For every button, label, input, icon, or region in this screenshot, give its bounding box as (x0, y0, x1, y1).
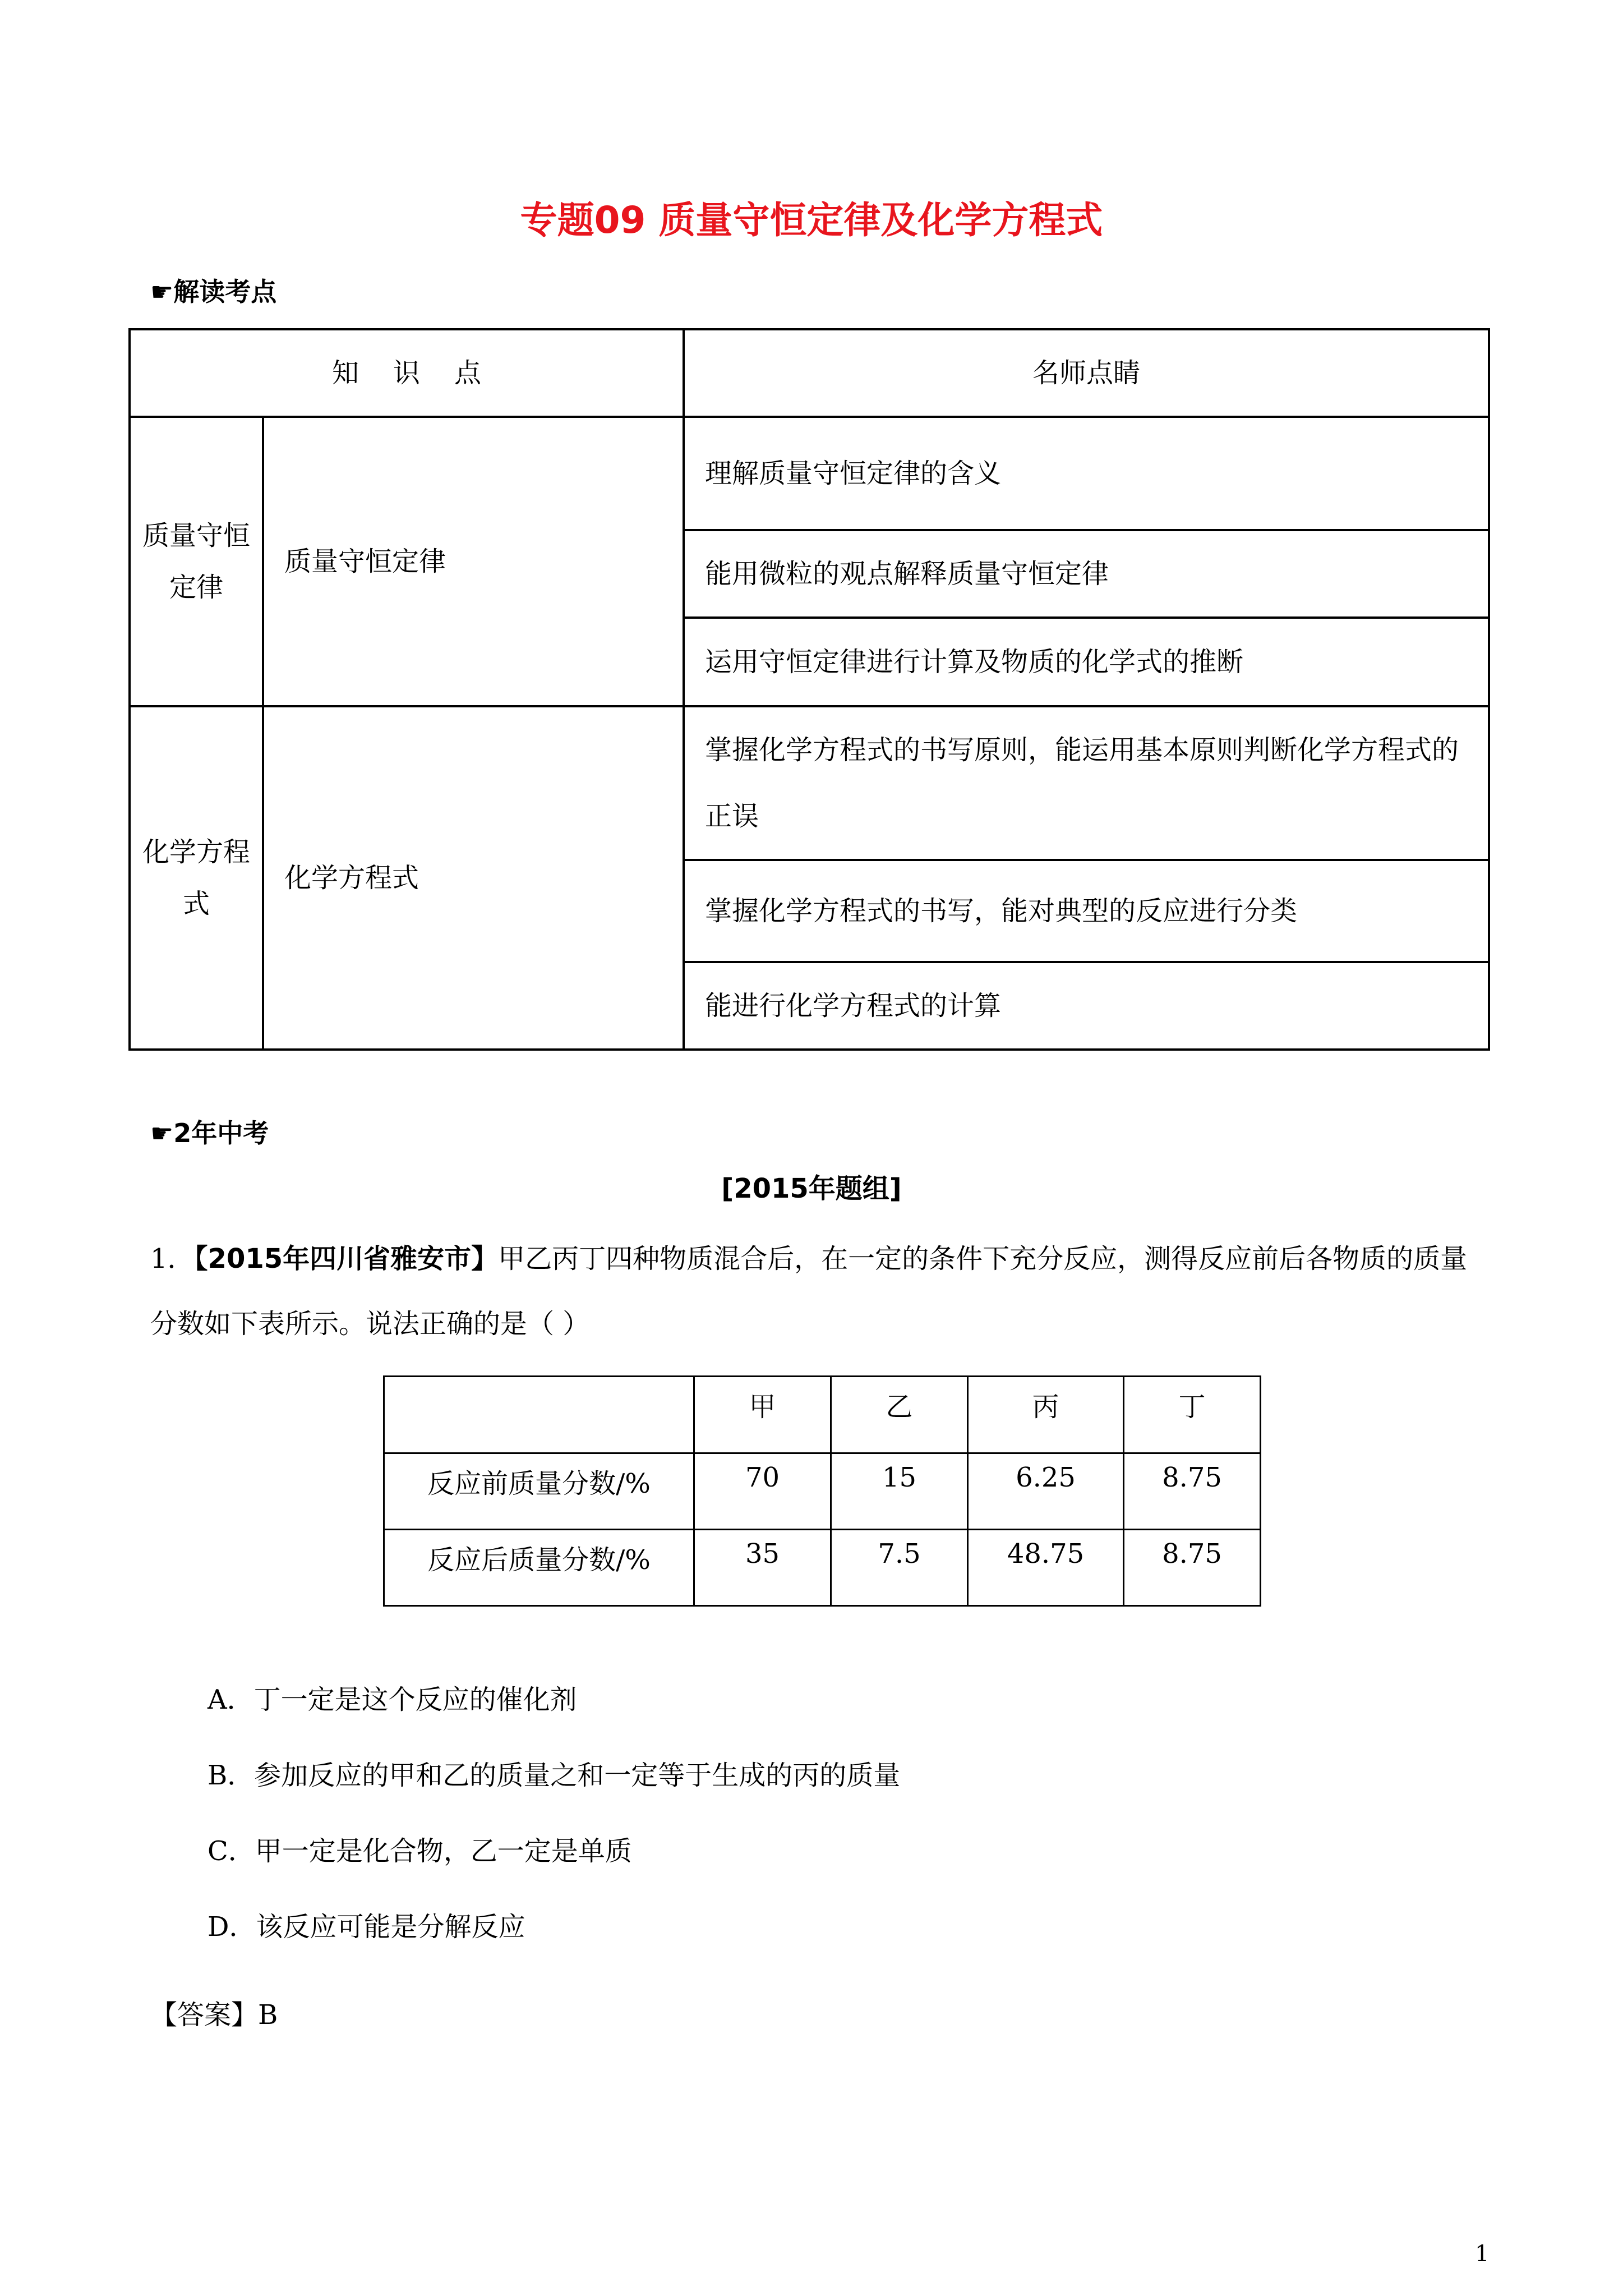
table-row (384, 1453, 1261, 1530)
option-d: D．该反应可能是分解反应 (208, 1911, 525, 1943)
category-cell: 质量守恒定律 (130, 417, 263, 706)
table-header-row (384, 1377, 1261, 1453)
table-cell: 70 (694, 1453, 831, 1530)
page-title: 专题09 质量守恒定律及化学方程式 (520, 199, 1103, 242)
section-heading-exams (150, 1116, 269, 1150)
point-cell: 能用微粒的观点解释质量守恒定律 (684, 530, 1489, 618)
topic-cell: 质量守恒定律 (263, 417, 684, 706)
row-label: 反应前质量分数/% (384, 1453, 694, 1530)
option-a: A．丁一定是这个反应的催化剂 (208, 1684, 577, 1715)
option-b: B．参加反应的甲和乙的质量之和一定等于生成的丙的质量 (208, 1760, 901, 1791)
table-row (130, 706, 1489, 860)
point-cell: 掌握化学方程式的书写原则，能运用基本原则判断化学方程式的正误 (684, 706, 1489, 860)
knowledge-table (128, 328, 1490, 1051)
header-teacher-notes: 名师点睛 (684, 329, 1489, 417)
header-cell (384, 1377, 694, 1453)
point-cell: 能进行化学方程式的计算 (684, 962, 1489, 1050)
topic-cell: 化学方程式 (263, 706, 684, 1050)
row-label: 反应后质量分数/% (384, 1530, 694, 1606)
table-row (130, 417, 1489, 530)
pointing-hand-icon: ☛ (150, 1118, 174, 1148)
table-cell: 48.75 (968, 1530, 1124, 1606)
table-cell: 15 (831, 1453, 968, 1530)
header-cell: 甲 (694, 1377, 831, 1453)
point-cell: 理解质量守恒定律的含义 (684, 417, 1489, 530)
page-number: 1 (1475, 2241, 1490, 2267)
table-cell: 35 (694, 1530, 831, 1606)
header-cell: 乙 (831, 1377, 968, 1453)
header-cell: 丙 (968, 1377, 1124, 1453)
data-table (383, 1375, 1261, 1607)
pointing-hand-icon: ☛ (150, 277, 174, 307)
question-source: 【2015年四川省雅安市】 (194, 1243, 499, 1274)
question-number: 1． (150, 1243, 195, 1274)
point-cell: 运用守恒定律进行计算及物质的化学式的推断 (684, 618, 1489, 706)
section-label: 2年中考 (173, 1118, 269, 1148)
group-label: [2015年题组] (721, 1173, 902, 1204)
answer: 【答案】B (150, 1999, 278, 2031)
header-cell: 丁 (1124, 1377, 1261, 1453)
header-knowledge-point: 知 识 点 (130, 329, 684, 417)
question-stem (150, 1226, 1491, 1356)
question-text: 甲乙丙丁四种物质混合后，在一定的条件下充分反应，测得反应前后各物质的质量分数如下表所示。说法正确的是（ ） (150, 1243, 1468, 1340)
point-cell: 掌握化学方程式的书写，能对典型的反应进行分类 (684, 860, 1489, 962)
table-header-row (130, 329, 1489, 417)
table-cell: 8.75 (1124, 1530, 1261, 1606)
table-cell: 6.25 (968, 1453, 1124, 1530)
section-heading-interpretation (150, 275, 276, 309)
table-cell: 8.75 (1124, 1453, 1261, 1530)
table-cell: 7.5 (831, 1530, 968, 1606)
category-cell: 化学方程式 (130, 706, 263, 1050)
option-c: C．甲一定是化合物，乙一定是单质 (208, 1835, 632, 1867)
table-row (384, 1530, 1261, 1606)
section-label: 解读考点 (173, 277, 277, 307)
